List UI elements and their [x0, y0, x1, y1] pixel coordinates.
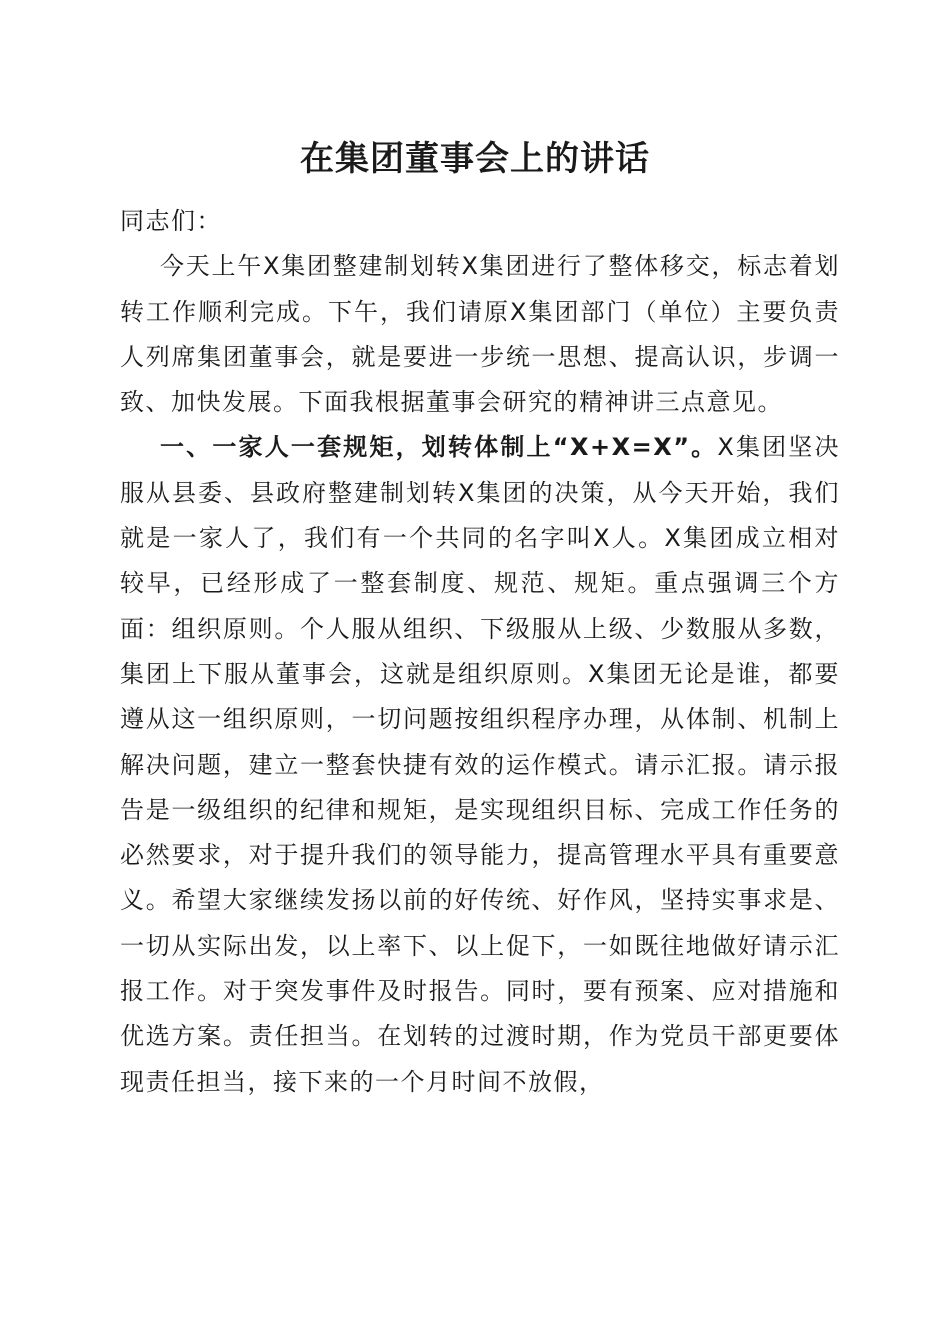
section-1-heading: 一、一家人一套规矩，划转体制上“X+X=X”。	[160, 433, 718, 462]
document-title: 在集团董事会上的讲话	[300, 139, 650, 179]
paragraph-intro: 今天上午X集团整建制划转X集团进行了整体移交，标志着划转工作顺利完成。下午，我们请原X集团部门（单位）主要负责人列席集团董事会，就是要进一步统一思想、提高认识，步调一致、加快发展。下面我根据董事会研究的精神讲三点意见。	[120, 252, 840, 417]
document-body	[120, 199, 840, 1105]
section-1-text: X集团坚决服从县委、县政府整建制划转X集团的决策，从今天开始，我们就是一家人了，我们有一个共同的名字叫X人。X集团成立相对较早，已经形成了一整套制度、规范、规矩。重点强调三个方面：组织原则。个人服从组织、下级服从上级、少数服从多数，集团上下服从董事会，这就是组织原则。X集团无论是谁，都要遵从这一组织原则，一切问题按组织程序办理，从体制、机制上解决问题，建立一整套快捷有效的运作模式。请示汇报。请示报告是一级组织的纪律和规矩，是实现组织目标、完成工作任务的必然要求，对于提升我们的领导能力，提高管理水平具有重要意义。希望大家继续发扬以前的好传统、好作风，坚持实事求是、一切从实际出发，以上率下、以上促下，一如既往地做好请示汇报工作。对于突发事件及时报告。同时，要有预案、应对措施和优选方案。责任担当。在划转的过渡时期，作为党员干部更要体现责任担当，接下来的一个月时间不放假，	[120, 433, 840, 1096]
greeting: 同志们：	[120, 207, 222, 235]
section-1-paragraph	[120, 425, 840, 1104]
